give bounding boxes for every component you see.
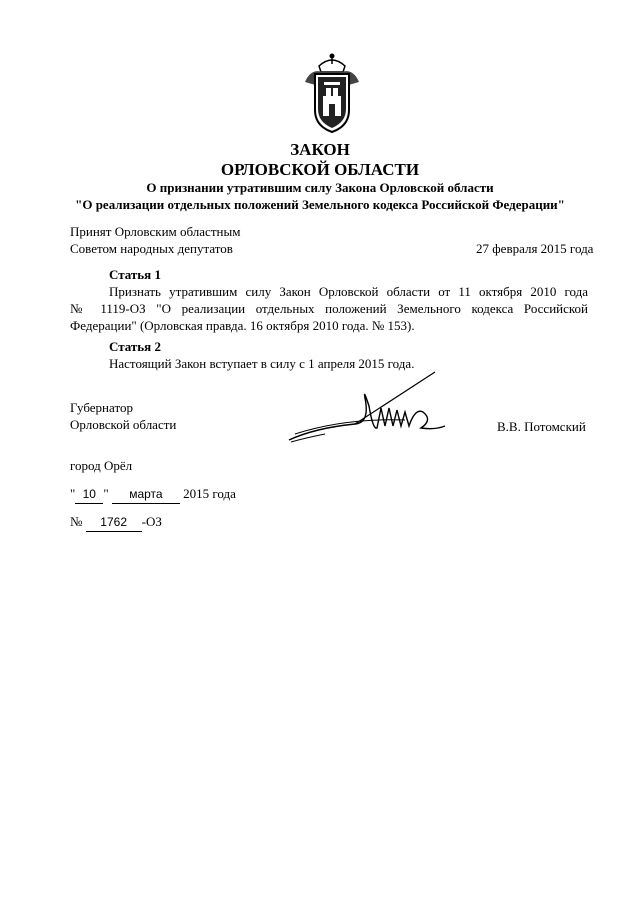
adoption-line2: Советом народных депутатов: [70, 241, 233, 256]
date-year: 2015 года: [183, 486, 236, 501]
date-month: марта: [112, 486, 180, 504]
article-1-line3: Федерации" (Орловская правда. 16 октября 2010 года. № 153).: [70, 318, 415, 333]
date-quote-close: ": [103, 486, 109, 501]
date-day: 10: [75, 486, 103, 504]
region-title: ОРЛОВСКОЙ ОБЛАСТИ: [220, 160, 420, 179]
article-1-body: [70, 283, 588, 334]
article-1-heading: Статья 1: [109, 267, 161, 282]
city: город Орёл: [70, 458, 133, 473]
number-value: 1762: [86, 514, 142, 532]
article-1-line1: Признать утратившим силу Закон Орловской области от 11 октября 2010 года: [109, 284, 588, 299]
adoption-date: 27 февраля 2015 года: [476, 241, 594, 256]
signing-date: [70, 485, 236, 504]
law-title: ЗАКОН: [290, 140, 350, 159]
number-suffix: -ОЗ: [141, 514, 162, 529]
article-1-line2: № 1119-ОЗ "О реализации отдельных положений Земельного кодекса Российской: [70, 301, 588, 316]
article-2-body: Настоящий Закон вступает в силу с 1 апреля 2015 года.: [109, 356, 415, 371]
law-subtitle-line1: О признании утратившим силу Закона Орловской области: [146, 180, 494, 195]
governor-position-line2: Орловской области: [70, 417, 177, 432]
number-prefix: №: [70, 514, 83, 529]
law-subtitle-line2: "О реализации отдельных положений Земельного кодекса Российской Федерации": [75, 197, 565, 212]
handwritten-signature-icon: [285, 368, 465, 448]
governor-position-line1: Губернатор: [70, 400, 133, 415]
coat-of-arms-icon: [301, 52, 363, 134]
article-2-heading: Статья 2: [109, 339, 161, 354]
law-number: [70, 513, 162, 532]
governor-name: В.В. Потомский: [497, 419, 586, 434]
date-quote-open: ": [70, 486, 76, 501]
adoption-line1: Принят Орловским областным: [70, 224, 241, 239]
